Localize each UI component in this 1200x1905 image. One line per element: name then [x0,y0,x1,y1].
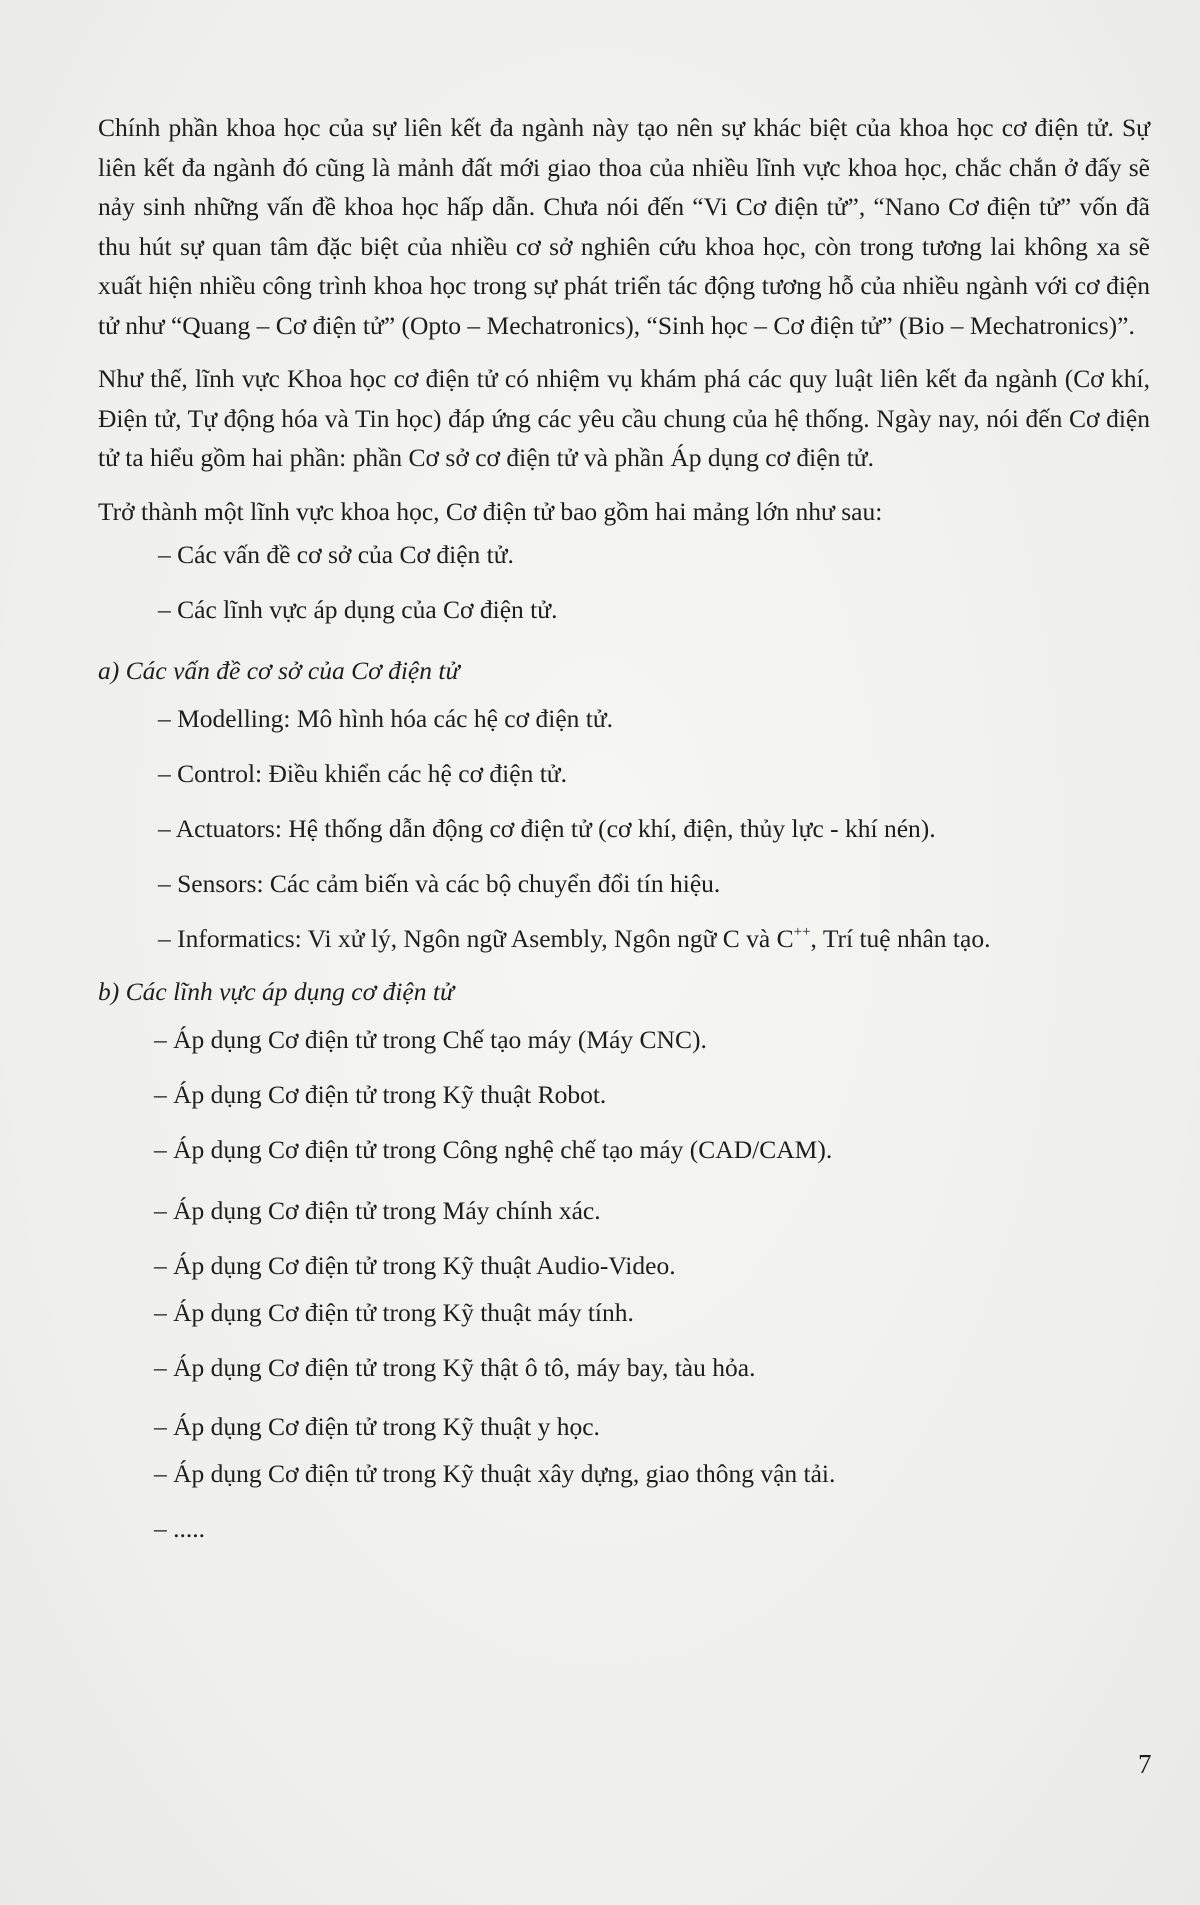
list-item: – Áp dụng Cơ điện tử trong Công nghệ chế tạo máy (CAD/CAM). [154,1135,833,1164]
list-item-informatics [98,919,1150,958]
section-a-heading: a) Các vấn đề cơ sở của Cơ điện tử [98,656,460,685]
main-areas-list [98,535,1150,629]
page-number: 7 [1138,1749,1152,1779]
list-item: – Áp dụng Cơ điện tử trong Kỹ thuật máy tính. [154,1298,634,1327]
third-paragraph: Trở thành một lĩnh vực khoa học, Cơ điện tử bao gồm hai mảng lớn như sau: [98,496,883,526]
second-paragraph: Như thế, lĩnh vực Khoa học cơ điện tử có nhiệm vụ khám phá các quy luật liên kết đa ngành (Cơ khí, Điện tử, Tự động hóa và Tin học) đáp ứng các yêu cầu chung của hệ thống. Ngày nay, nói đến Cơ điện tử ta hiểu gồm hai phần: phần Cơ sở cơ điện tử và phần Áp dụng cơ điện tử. [98,364,1150,472]
list-item: – ..... [154,1514,205,1543]
list-item: – Áp dụng Cơ điện tử trong Chế tạo máy (Máy CNC). [154,1025,707,1054]
informatics-text: – Informatics: Vi xử lý, Ngôn ngữ Asembly, Ngôn ngữ C và C [158,924,794,953]
list-item: – Actuators: Hệ thống dẫn động cơ điện tử (cơ khí, điện, thủy lực - khí nén). [158,814,936,843]
list-item: – Control: Điều khiển các hệ cơ điện tử. [158,759,567,788]
section-a-list [98,699,1150,958]
list-item: – Áp dụng Cơ điện tử trong Kỹ thuật y học. [154,1412,600,1441]
section-b-list [98,1020,1150,1548]
section-b-heading: b) Các lĩnh vực áp dụng cơ điện tử [98,977,454,1006]
informatics-superscript: ++ [793,924,811,940]
page-body [98,108,1150,1548]
intro-paragraph: Chính phần khoa học của sự liên kết đa ngành này tạo nên sự khác biệt của khoa học cơ điện tử. Sự liên kết đa ngành đó cũng là mảnh đất mới giao thoa của nhiều lĩnh vực khoa học, chắc chắn ở đấy sẽ nảy sinh những vấn đề khoa học hấp dẫn. Chưa nói đến “Vi Cơ điện tử”, “Nano Cơ điện tử” vốn đã thu hút sự quan tâm đặc biệt của nhiều cơ sở nghiên cứu khoa học, còn trong tương lai không xa sẽ xuất hiện nhiều công trình khoa học trong sự phát triển tác động tương hỗ của nhiều ngành với cơ điện tử như “Quang – Cơ điện tử” (Opto – Mechatronics), “Sinh học – Cơ điện tử” (Bio – Mechatronics)”. [98,113,1150,340]
list-item: – Áp dụng Cơ điện tử trong Kỹ thuật xây dựng, giao thông vận tải. [154,1459,836,1488]
list-item: – Áp dụng Cơ điện tử trong Kỹ thật ô tô, máy bay, tàu hỏa. [154,1353,756,1382]
list-item: – Các vấn đề cơ sở của Cơ điện tử. [158,540,514,569]
list-item: – Áp dụng Cơ điện tử trong Kỹ thuật Audio-Video. [154,1251,676,1280]
list-item: – Áp dụng Cơ điện tử trong Máy chính xác. [154,1196,601,1225]
list-item: – Các lĩnh vực áp dụng của Cơ điện tử. [158,595,558,624]
informatics-suffix: , Trí tuệ nhân tạo. [810,924,991,953]
list-item: – Modelling: Mô hình hóa các hệ cơ điện tử. [158,704,614,733]
list-item: – Áp dụng Cơ điện tử trong Kỹ thuật Robot. [154,1080,607,1109]
list-item: – Sensors: Các cảm biến và các bộ chuyển đổi tín hiệu. [158,869,721,898]
